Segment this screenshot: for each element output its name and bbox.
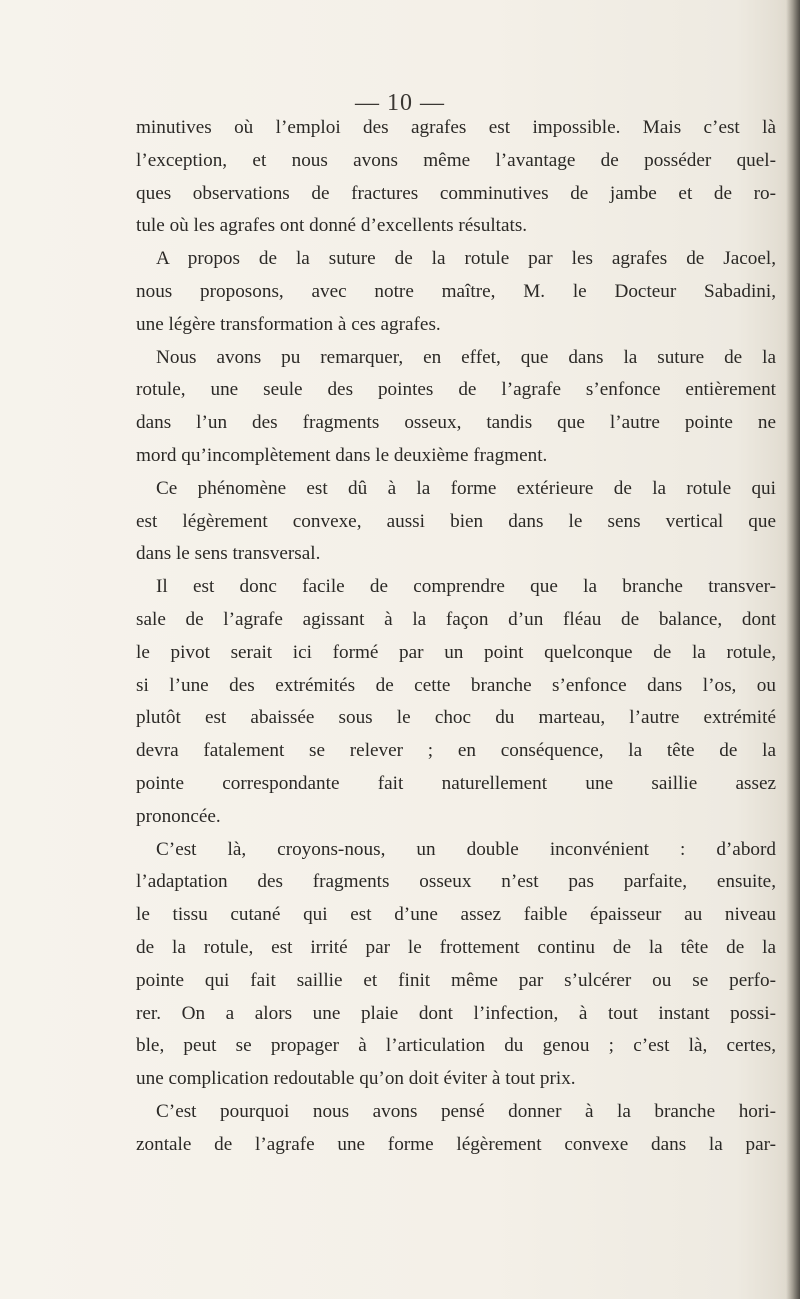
text-line: l’exception, et nous avons même l’avantage de posséder quel- bbox=[136, 149, 776, 171]
text-line: Nous avons pu remarquer, en effet, que dans la suture de la bbox=[156, 346, 776, 368]
text-line: zontale de l’agrafe une forme légèrement convexe dans la par- bbox=[136, 1133, 776, 1155]
text-line: le tissu cutané qui est d’une assez faible épaisseur au niveau bbox=[136, 904, 776, 926]
text-line: rotule, une seule des pointes de l’agrafe s’enfonce entièrement bbox=[136, 379, 776, 401]
text-line: tule où les agrafes ont donné d’excellents résultats. bbox=[136, 215, 528, 237]
text-line: pointe correspondante fait naturellement une saillie assez bbox=[136, 772, 776, 794]
text-line: ques observations de fractures comminutives de jambe et de ro- bbox=[136, 182, 776, 204]
paragraph bbox=[136, 834, 776, 1096]
paragraph bbox=[136, 473, 776, 571]
page-edge-shadow bbox=[786, 0, 800, 1299]
paragraph bbox=[136, 112, 776, 243]
text-line: le pivot serait ici formé par un point quelconque de la rotule, bbox=[136, 641, 776, 663]
text-line: C’est là, croyons-nous, un double inconvénient : d’abord bbox=[156, 838, 776, 860]
text-line: prononcée. bbox=[136, 805, 221, 827]
text-line: pointe qui fait saillie et finit même par s’ulcérer ou se perfo- bbox=[136, 969, 776, 991]
text-line: sale de l’agrafe agissant à la façon d’un fléau de balance, dont bbox=[136, 608, 776, 630]
text-line: une complication redoutable qu’on doit éviter à tout prix. bbox=[136, 1068, 576, 1090]
text-line: devra fatalement se relever ; en conséquence, la tête de la bbox=[136, 740, 776, 762]
text-line: rer. On a alors une plaie dont l’infection, à tout instant possi- bbox=[136, 1002, 776, 1024]
text-line: ble, peut se propager à l’articulation du genou ; c’est là, certes, bbox=[136, 1035, 776, 1057]
text-line: dans le sens transversal. bbox=[136, 543, 321, 565]
text-line: Ce phénomène est dû à la forme extérieure de la rotule qui bbox=[156, 477, 776, 499]
text-line: si l’une des extrémités de cette branche s’enfonce dans l’os, ou bbox=[136, 674, 776, 696]
paragraph bbox=[136, 1096, 776, 1162]
text-line: mord qu’incomplètement dans le deuxième fragment. bbox=[136, 444, 548, 466]
text-line: Il est donc facile de comprendre que la branche transver- bbox=[156, 576, 776, 598]
text-line: nous proposons, avec notre maître, M. le Docteur Sabadini, bbox=[136, 280, 776, 302]
text-line: une légère transformation à ces agrafes. bbox=[136, 313, 441, 335]
text-line: dans l’un des fragments osseux, tandis que l’autre pointe ne bbox=[136, 412, 776, 434]
text-line: minutives où l’emploi des agrafes est impossible. Mais c’est là bbox=[136, 117, 776, 138]
paragraph bbox=[136, 342, 776, 473]
text-line: l’adaptation des fragments osseux n’est pas parfaite, ensuite, bbox=[136, 871, 776, 893]
page-number: — 10 — bbox=[355, 90, 445, 116]
text-line: A propos de la suture de la rotule par les agrafes de Jacoel, bbox=[156, 248, 776, 270]
text-line: plutôt est abaissée sous le choc du marteau, l’autre extrémité bbox=[136, 707, 776, 729]
text-line: de la rotule, est irrité par le frottement continu de la tête de la bbox=[136, 936, 776, 958]
paragraph bbox=[136, 571, 776, 833]
text-line: est légèrement convexe, aussi bien dans le sens vertical que bbox=[136, 510, 776, 532]
text-line: C’est pourquoi nous avons pensé donner à la branche hori- bbox=[156, 1100, 776, 1122]
paragraph bbox=[136, 243, 776, 341]
body-text bbox=[136, 112, 776, 1162]
